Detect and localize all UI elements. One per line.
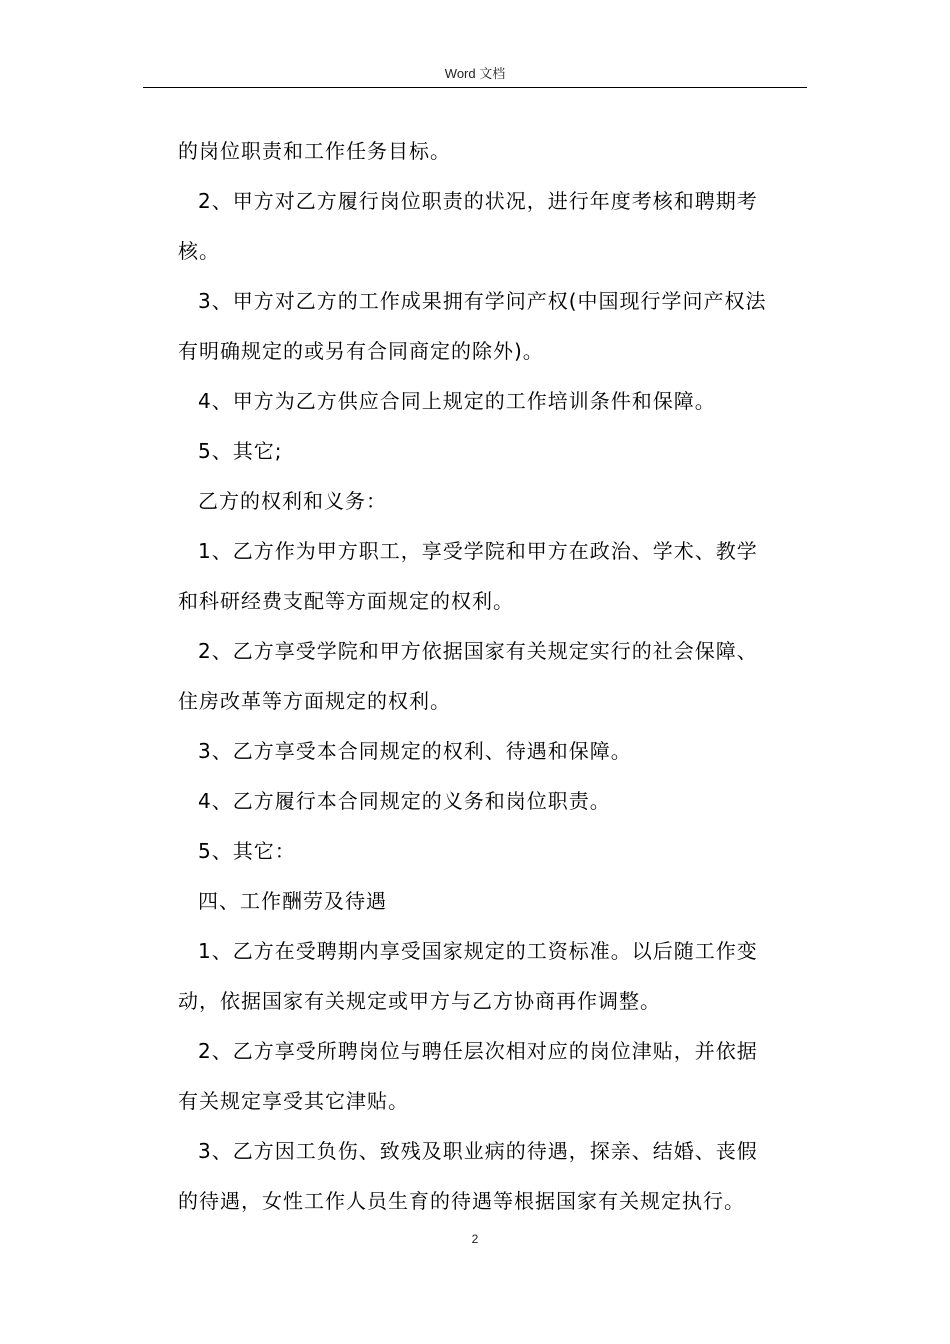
document-header-title: Word 文档 [444, 66, 506, 81]
body-line: 乙方的权利和义务： [198, 489, 387, 513]
body-line: 有关规定享受其它津贴。 [178, 1089, 409, 1113]
document-body [178, 126, 800, 1226]
body-line: 住房改革等方面规定的权利。 [178, 689, 451, 713]
body-line: 5、其它： [198, 839, 296, 863]
body-line: 核。 [178, 239, 220, 263]
body-line: 3、乙方享受本合同规定的权利、待遇和保障。 [198, 739, 632, 763]
body-line: 3、乙方因工负伤、致残及职业病的待遇，探亲、结婚、丧假 [198, 1139, 758, 1163]
body-line: 2、甲方对乙方履行岗位职责的状况，进行年度考核和聘期考 [198, 189, 758, 213]
body-line: 的岗位职责和工作任务目标。 [178, 139, 451, 163]
page-number: 2 [471, 1232, 479, 1246]
body-line: 四、工作酬劳及待遇 [198, 889, 387, 913]
body-line: 4、甲方为乙方供应合同上规定的工作培训条件和保障。 [198, 389, 716, 413]
body-line: 2、乙方享受学院和甲方依据国家有关规定实行的社会保障、 [198, 639, 758, 663]
body-line: 3、甲方对乙方的工作成果拥有学问产权(中国现行学问产权法 [198, 289, 767, 313]
body-line: 动，依据国家有关规定或甲方与乙方协商再作调整。 [178, 989, 661, 1013]
body-line: 有明确规定的或另有合同商定的除外)。 [178, 339, 544, 363]
body-line: 5、其它; [198, 439, 283, 463]
body-line: 4、乙方履行本合同规定的义务和岗位职责。 [198, 789, 611, 813]
body-line: 2、乙方享受所聘岗位与聘任层次相对应的岗位津贴，并依据 [198, 1039, 758, 1063]
header-divider [143, 87, 807, 88]
body-line: 1、乙方在受聘期内享受国家规定的工资标准。以后随工作变 [198, 939, 758, 963]
body-line: 的待遇，女性工作人员生育的待遇等根据国家有关规定执行。 [178, 1189, 745, 1213]
body-line: 和科研经费支配等方面规定的权利。 [178, 589, 514, 613]
body-line: 1、乙方作为甲方职工，享受学院和甲方在政治、学术、教学 [198, 539, 758, 563]
